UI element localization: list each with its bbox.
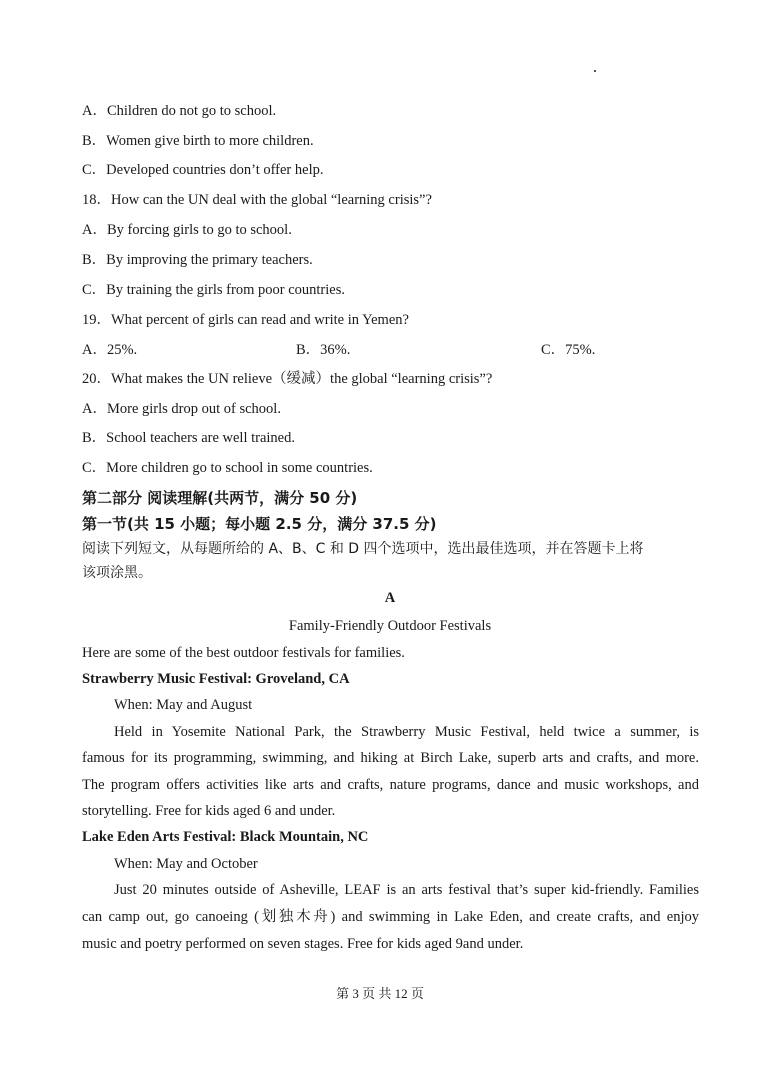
festival-2-when: When: May and October bbox=[114, 856, 258, 872]
q20-stem: 20．What makes the UN relieve（缓减）the global “learning crisis”? bbox=[82, 371, 493, 387]
festival-1-line-2: famous for its programming, swimming, and hiking at Birch Lake, superb arts and crafts, and more. bbox=[82, 750, 699, 766]
q18-option-a: A．By forcing girls to go to school. bbox=[82, 222, 292, 238]
q20-option-c: C．More children go to school in some countries. bbox=[82, 460, 373, 476]
q18-option-b: B．By improving the primary teachers. bbox=[82, 252, 313, 268]
q19-option-b: B．36%. bbox=[296, 342, 351, 358]
festival-2-line-1: Just 20 minutes outside of Asheville, LEAF is an arts festival that’s super kid-friendly. Families bbox=[114, 882, 699, 898]
page-number: 第 3 页 共 12 页 bbox=[336, 986, 424, 1001]
q17-option-c: C．Developed countries don’t offer help. bbox=[82, 162, 324, 178]
passage-letter: A bbox=[384, 590, 396, 606]
q17-option-a: A．Children do not go to school. bbox=[82, 103, 277, 119]
passage-intro: Here are some of the best outdoor festivals for families. bbox=[82, 645, 405, 661]
festival-2-heading: Lake Eden Arts Festival: Black Mountain, NC bbox=[82, 829, 369, 845]
q19-stem: 19．What percent of girls can read and write in Yemen? bbox=[82, 312, 409, 328]
part-title: 第二部分 阅读理解(共两节，满分 50 分) bbox=[82, 489, 358, 507]
festival-2-line-3: music and poetry performed on seven stages. Free for kids aged 9and under. bbox=[82, 936, 524, 952]
passage-title: Family-Friendly Outdoor Festivals bbox=[288, 618, 492, 634]
q19-option-c: C．75%. bbox=[541, 342, 596, 358]
scan-speck bbox=[594, 70, 596, 72]
q20-option-a: A．More girls drop out of school. bbox=[82, 401, 281, 417]
festival-1-heading: Strawberry Music Festival: Groveland, CA bbox=[82, 671, 350, 687]
festival-2-line-2: can camp out, go canoeing (划独木舟) and swimming in Lake Eden, and create crafts, and enjoy bbox=[82, 909, 699, 925]
q18-option-c: C．By training the girls from poor countries. bbox=[82, 282, 345, 298]
subsection-title: 第一节(共 15 小题；每小题 2.5 分，满分 37.5 分) bbox=[82, 515, 437, 533]
q17-option-b: B．Women give birth to more children. bbox=[82, 133, 314, 149]
festival-1-line-1: Held in Yosemite National Park, the Strawberry Music Festival, held twice a summer, is bbox=[114, 724, 699, 740]
instruction-line-1: 阅读下列短文，从每题所给的 A、B、C 和 D 四个选项中，选出最佳选项，并在答题卡上将 bbox=[82, 541, 644, 557]
q19-option-a: A．25%. bbox=[82, 342, 138, 358]
festival-1-when: When: May and August bbox=[114, 697, 253, 713]
instruction-line-2: 该项涂黑。 bbox=[82, 565, 152, 581]
q18-stem: 18．How can the UN deal with the global “learning crisis”? bbox=[82, 192, 432, 208]
festival-1-line-4: storytelling. Free for kids aged 6 and under. bbox=[82, 803, 336, 819]
q20-option-b: B．School teachers are well trained. bbox=[82, 430, 295, 446]
festival-1-line-3: The program offers activities like arts and crafts, nature programs, dance and music workshops, and bbox=[82, 777, 699, 793]
